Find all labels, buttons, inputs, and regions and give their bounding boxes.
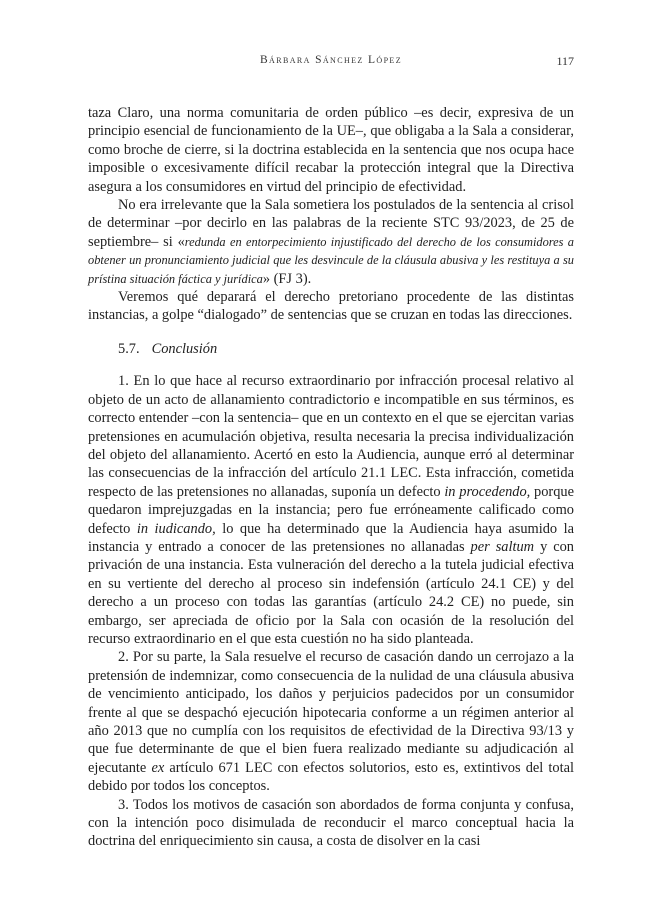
- section-heading: [118, 340, 574, 358]
- italic-term: ex: [151, 759, 165, 776]
- paragraph-conclusion-2: [88, 648, 574, 795]
- paragraph-text-c: lo que ha determinado que la Audiencia haya asumido la instancia y entrado a conocer de las pretensiones no allanadas: [88, 520, 574, 555]
- paragraph-text: Veremos qué deparará el derecho pretoriano procedente de las distintas instancias, a golpe “dialogado” de sentencias que se cruzan en todas las direcciones.: [88, 289, 574, 324]
- inline-quotation: redunda en entorpecimiento injustificado del derecho de los consumidores a obtener un pronunciamiento judicial que les desvincule de la cláusula abusiva y les restituya a su prístina situación fáctica y jurídica: [88, 234, 574, 286]
- italic-term: per saltum: [470, 538, 535, 555]
- paragraph-text-a: 1. En lo que hace al recurso extraordinario por infracción procesal relativo al objeto de un acto de allanamiento contradictorio e incompatible en sus términos, es correcto entender –con la sentencia– que en un contexto en el que se ejercitan varias pretensiones en acumulación objetiva, resulta necesaria la precisa individualización del objeto del allanamiento. Acertó en esto la Audiencia, aunque erró al determinar las consecuencias de la infracción del artículo 21.1 LEC. Esta infracción, cometida respecto de las pretensiones no allanadas, suponía un defecto: [88, 373, 574, 500]
- running-header: [88, 54, 574, 72]
- page-body: [88, 104, 574, 851]
- page-number: 117: [556, 54, 574, 68]
- paragraph-text: taza Claro, una norma comunitaria de orden público –es decir, expresiva de un principio esencial de funcionamiento de la UE–, que obligaba a la Sala a considerar, como broche de cierre, si la doctrina establecida en la sentencia que nos ocupa hace imposible o excesivamente difícil recabar la protección integral que la Directiva asegura a los consumidores en virtud del principio de efectividad.: [88, 105, 574, 195]
- italic-term: in procedendo,: [444, 483, 531, 500]
- paragraph-text-b: porque quedaron imprejuzgadas en la instancia; pero fue erróneamente calificado como defecto: [88, 483, 574, 537]
- section-number: 5.7.: [118, 340, 140, 357]
- paragraph-text-d: y con privación de una instancia. Esta vulneración del derecho a la tutela judicial efectiva en su vertiente del derecho al proceso sin indefensión (artículo 24.1 CE) y del derecho a un proceso con todas las garantías (artículo 24.2 CE) no puede, sin embargo, ser apreciada de oficio por la Sala con ocasión de la resolución del recurso extraordinario en el que esta cuestión no ha sido planteada.: [88, 538, 575, 647]
- paragraph-derecho-pretoriano: [88, 288, 574, 325]
- paragraph-stc-quote: [88, 196, 574, 288]
- paragraph-text-b: artículo 671 LEC con efectos solutorios, esto es, extintivos del total debido por todos los conceptos.: [88, 759, 575, 795]
- paragraph-continuation: [88, 104, 574, 196]
- section-title: Conclusión: [151, 340, 218, 357]
- paragraph-text-a: 2. Por su parte, la Sala resuelve el recurso de casación dando un cerrojazo a la pretensión de indemnizar, como consecuencia de la nulidad de una cláusula abusiva de vencimiento anticipado, los daños y perjuicios padecidos por un consumidor frente al que se despachó ejecución hipotecaria conforme a un régimen anterior al año 2013 que no cumplía con los requisitos de efectividad de la Directiva 93/13 y que fue determinante de que el bien fuera realizado mediante su adjudicación al ejecutante: [88, 649, 574, 776]
- paragraph-conclusion-1: [88, 372, 574, 648]
- paragraph-conclusion-3: [88, 796, 574, 851]
- paragraph-text-a: No era irrelevante que la Sala sometiera los postulados de la sentencia al crisol de determinar –por decirlo en las palabras de la reciente STC 93/2023, de 25 de septiembre– si «: [88, 197, 574, 250]
- paragraph-text: 3. Todos los motivos de casación son abordados de forma conjunta y confusa, con la intención poco disimulada de reconducir el marco conceptual hacia la doctrina del enriquecimiento sin causa, a costa de disolver en la casi: [88, 796, 574, 850]
- italic-term: in iudicando,: [136, 520, 216, 537]
- paragraph-text-b: » (FJ 3).: [262, 270, 312, 287]
- running-header-author: Bárbara Sánchez López: [259, 54, 403, 66]
